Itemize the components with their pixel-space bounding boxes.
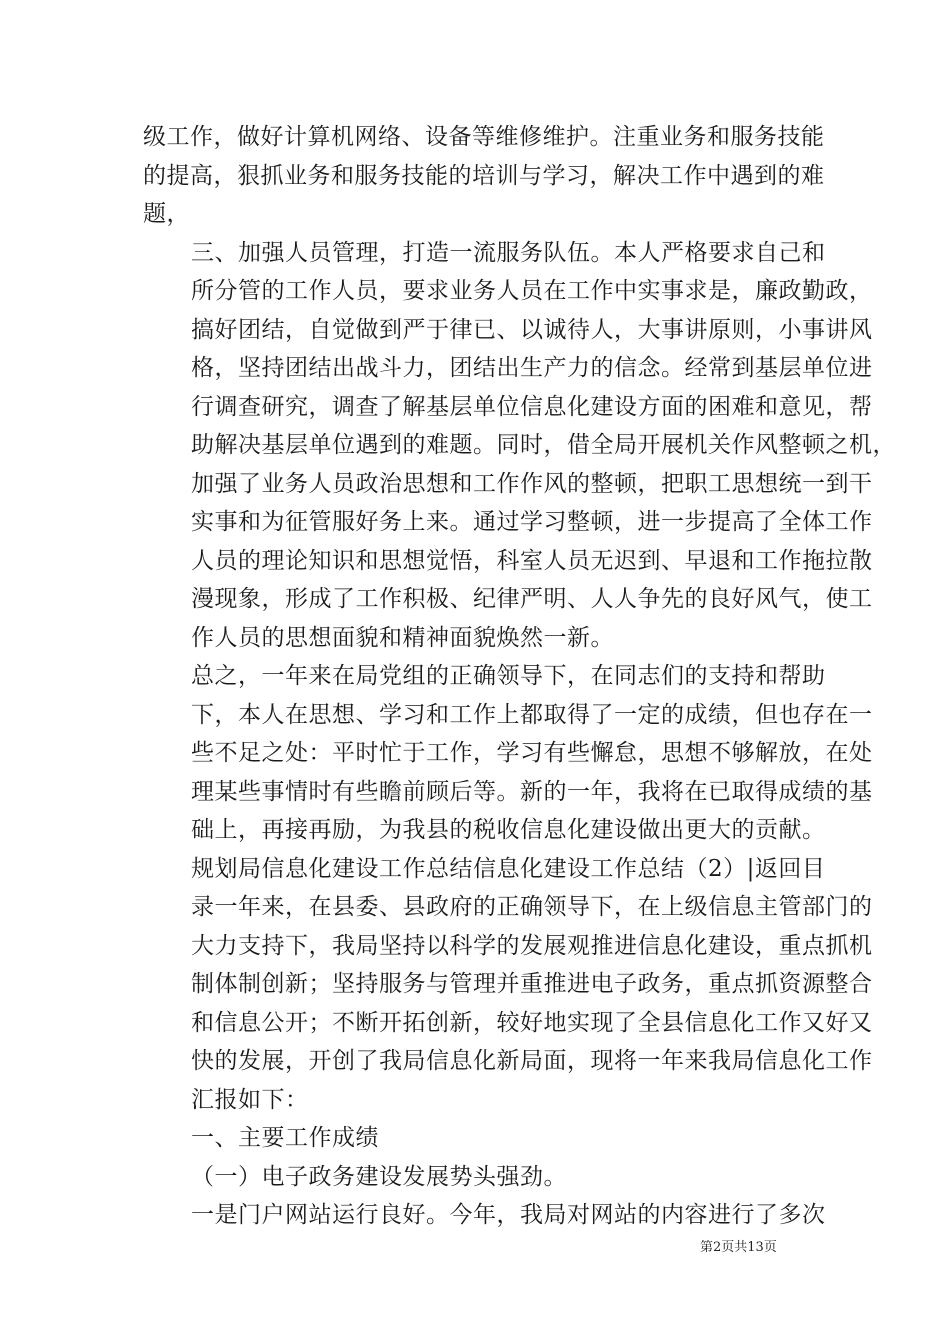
paragraph — [143, 234, 896, 658]
text-line: 汇报如下： — [191, 1086, 309, 1113]
text-line: 作人员的思想面貌和精神面貌焕然一新。 — [191, 624, 614, 651]
text-line: 一是门户网站运行良好。今年，我局对网站的内容进行了多次 — [191, 1202, 826, 1228]
text-line: 格，坚持团结出战斗力，团结出生产力的信念。经常到基层单位进 — [191, 355, 873, 381]
text-line: 搞好团结，自觉做到严于律已、以诚待人，大事讲原则，小事讲风 — [191, 316, 873, 343]
text-line: 所分管的工作人员，要求业务人员在工作中实事求是，廉政勤政， — [191, 278, 873, 304]
text-line: 下，本人在思想、学习和工作上都取得了一定的成绩，但也存在一 — [191, 701, 873, 728]
text-line: 实事和为征管服好务上来。通过学习整顿，进一步提高了全体工作 — [191, 509, 873, 535]
text-line: 题， — [143, 201, 190, 227]
text-line: 理某些事情时有些瞻前顾后等。新的一年，我将在已取得成绩的基 — [191, 778, 873, 805]
text-line: 制体制创新；坚持服务与管理并重推进电子政务，重点抓资源整合 — [191, 971, 873, 997]
text-line: 三、加强人员管理，打造一流服务队伍。本人严格要求自己和 — [191, 239, 826, 266]
page-number-footer: 第2页共13页 — [700, 1240, 777, 1255]
text-line: 一、主要工作成绩 — [191, 1125, 379, 1151]
text-line: 和信息公开；不断开拓创新，较好地实现了全县信息化工作又好又 — [191, 1009, 873, 1036]
text-line: 加强了业务人员政治思想和工作作风的整顿，把职工思想统一到干 — [191, 470, 873, 497]
text-line: 助解决基层单位遇到的难题。同时，借全局开展机关作风整顿之机， — [191, 432, 896, 458]
paragraph — [143, 118, 825, 234]
text-line: 的提高，狠抓业务和服务技能的培训与学习，解决工作中遇到的难 — [143, 162, 825, 189]
paragraph — [143, 1158, 813, 1197]
paragraph — [143, 657, 873, 850]
text-line: 快的发展，开创了我局信息化新局面，现将一年来我局信息化工作 — [191, 1048, 873, 1074]
paragraph — [143, 850, 873, 1120]
text-line: 些不足之处：平时忙于工作，学习有些懈怠，思想不够解放，在处 — [191, 740, 873, 766]
text-line: 规划局信息化建设工作总结信息化建设工作总结（2）|返回目 — [191, 855, 826, 882]
text-line: 人员的理论知识和思想觉悟，科室人员无迟到、早退和工作拖拉散 — [191, 547, 873, 574]
text-line: 级工作，做好计算机网络、设备等维修维护。注重业务和服务技能 — [143, 124, 825, 150]
document-body — [143, 118, 896, 1235]
text-line: 行调查研究，调查了解基层单位信息化建设方面的困难和意见，帮 — [191, 393, 873, 420]
paragraph — [143, 1119, 813, 1158]
text-line: 总之，一年来在局党组的正确领导下，在同志们的支持和帮助 — [191, 663, 826, 689]
text-line: 础上，再接再励，为我县的税收信息化建设做出更大的贡献。 — [191, 817, 826, 843]
text-line: 录一年来，在县委、县政府的正确领导下，在上级信息主管部门的 — [191, 894, 873, 920]
paragraph — [143, 1196, 826, 1235]
text-line: 大力支持下，我局坚持以科学的发展观推进信息化建设，重点抓机 — [191, 932, 873, 959]
text-line: 漫现象，形成了工作积极、纪律严明、人人争先的良好风气，使工 — [191, 586, 873, 612]
text-line: （一）电子政务建设发展势头强劲。 — [191, 1163, 567, 1190]
